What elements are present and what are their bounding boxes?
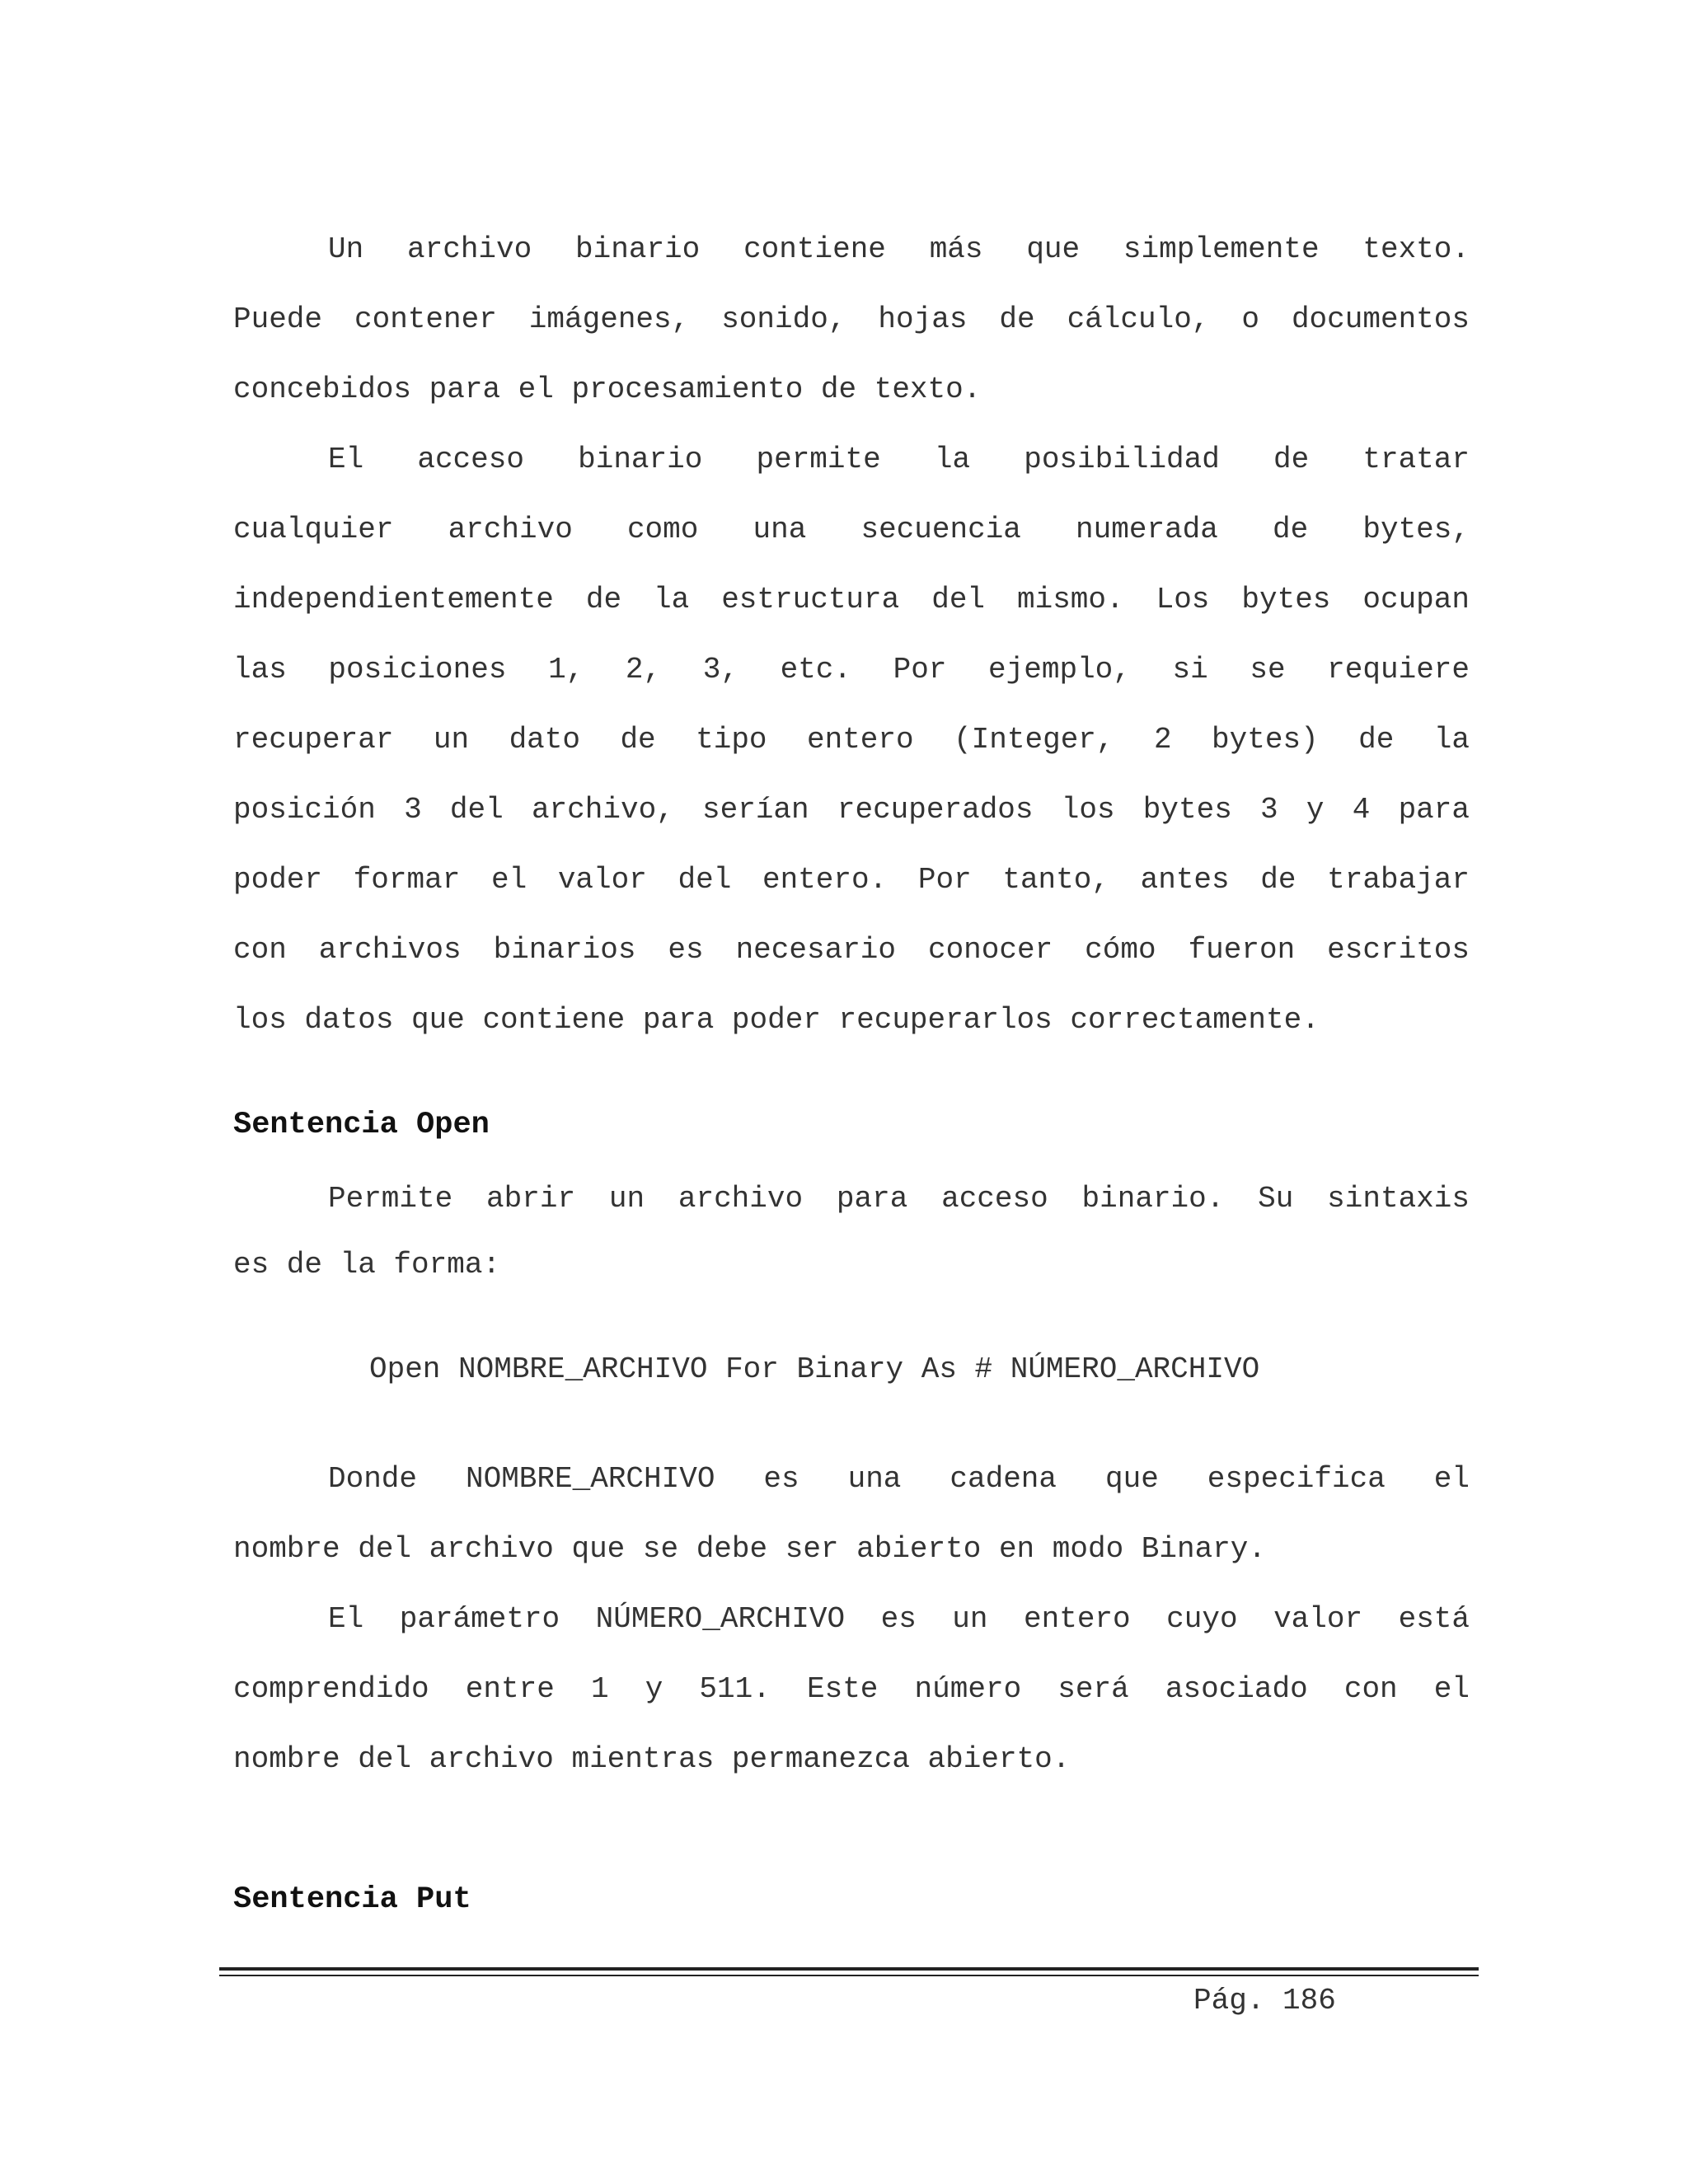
section-heading-put: Sentencia Put: [233, 1882, 471, 1917]
paragraph-line: poder formar el valor del entero. Por tanto, antes de trabajar: [233, 863, 1470, 897]
footer-rule-thick: [219, 1967, 1479, 1971]
paragraph-line: Un archivo binario contiene más que simplemente texto.: [328, 232, 1470, 266]
paragraph-line: nombre del archivo mientras permanezca abierto.: [233, 1742, 1071, 1776]
syntax-example: Open NOMBRE_ARCHIVO For Binary As # NÚMERO_ARCHIVO: [369, 1352, 1260, 1386]
paragraph-line: con archivos binarios es necesario conocer cómo fueron escritos: [233, 933, 1470, 967]
paragraph-line: El acceso binario permite la posibilidad de tratar: [328, 443, 1470, 476]
paragraph-line: Puede contener imágenes, sonido, hojas de cálculo, o documentos: [233, 302, 1470, 336]
paragraph-line: cualquier archivo como una secuencia numerada de bytes,: [233, 513, 1470, 546]
paragraph-line: nombre del archivo que se debe ser abierto en modo Binary.: [233, 1532, 1267, 1566]
page-number: Pág. 186: [1193, 1984, 1336, 2018]
paragraph-line: Donde NOMBRE_ARCHIVO es una cadena que especifica el: [328, 1462, 1470, 1496]
paragraph-line: posición 3 del archivo, serían recuperados los bytes 3 y 4 para: [233, 793, 1470, 827]
paragraph-line: independientemente de la estructura del mismo. Los bytes ocupan: [233, 583, 1470, 616]
paragraph-line: Permite abrir un archivo para acceso binario. Su sintaxis: [328, 1182, 1470, 1216]
paragraph-line: es de la forma:: [233, 1248, 501, 1282]
section-heading-open: Sentencia Open: [233, 1108, 490, 1142]
paragraph-line: comprendido entre 1 y 511. Este número será asociado con el: [233, 1672, 1470, 1706]
paragraph-line: El parámetro NÚMERO_ARCHIVO es un entero cuyo valor está: [328, 1602, 1470, 1636]
paragraph-line: recuperar un dato de tipo entero (Integer, 2 bytes) de la: [233, 723, 1470, 757]
paragraph-line: los datos que contiene para poder recuperarlos correctamente.: [233, 1003, 1320, 1037]
paragraph-line: las posiciones 1, 2, 3, etc. Por ejemplo, si se requiere: [233, 653, 1470, 687]
paragraph-line: concebidos para el procesamiento de texto.: [233, 373, 982, 406]
